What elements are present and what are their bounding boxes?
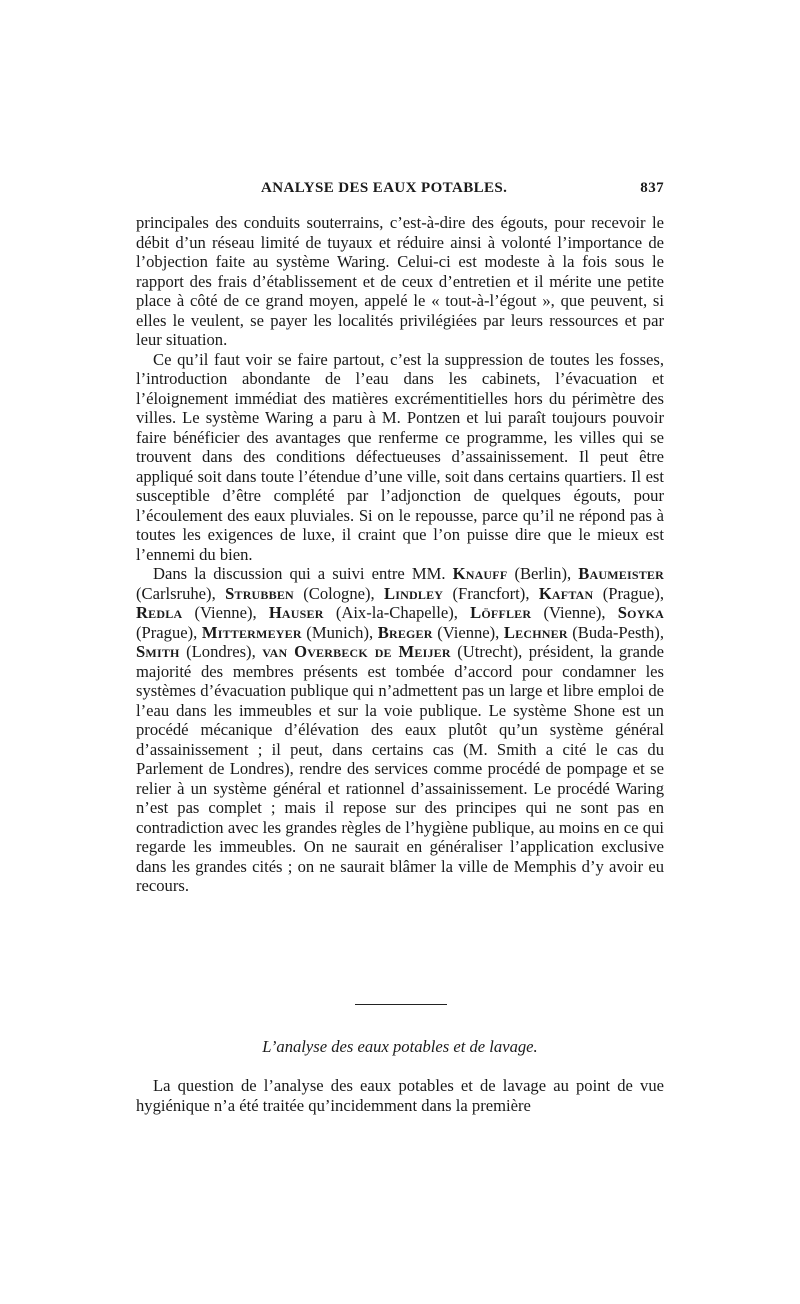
person-name: Strubben [225,583,294,603]
running-head [136,180,664,202]
p3-text: (Berlin), [514,564,572,583]
person-name: Hauser [268,603,324,622]
paragraph-3 [136,564,664,896]
paragraph-1: principales des conduits souterrains, c’est-à-dire des égouts, pour recevoir le débit d’un réseau limité de tuyaux et réduire ainsi à volonté l’importance de l’objection faite au système Waring. Celui-ci est modeste à la fois sous le rapport des frais d’établissement et de ceux d’entretien et il mérite une petite place à côté de ce grand moyen, appelé le « tout-à-l’égout », que peuvent, si elles le veulent, se payer les localités privilégiées par leurs ressources et par leur situation. [136,213,664,349]
p3-text: (Vienne), [543,603,606,622]
person-name: Mittermeyer [201,622,302,642]
person-name: Lindley [384,583,444,603]
running-title: ANALYSE DES EAUX POTABLES. [261,180,508,196]
p3-text: (Francfort), [452,583,530,603]
person-name: Soyka [617,603,664,622]
p3-text: (Buda-Pesth), [572,622,664,642]
p3-text: (Londres), [186,642,256,661]
p3-text: Dans la discussion qui a suivi entre MM. [153,564,446,583]
paragraph-2: Ce qu’il faut voir se faire partout, c’est la suppression de toutes les fosses, l’introduction abondante de l’eau dans les cabinets, l’évacuation et l’éloignement immédiat des matières excrémentitielles hors du périmètre des villes. Le système Waring a paru à M. Pontzen et lui paraît toujours pouvoir faire bénéficier des avantages que renferme ce programme, les villes qui se trouvent dans des conditions défectueuses d’assainissement. Il peut être appliqué soit dans toute l’étendue d’une ville, soit dans certains quartiers. Il est susceptible d’être complété par l’adjonction de quelques égouts, pour l’écoulement des eaux pluviales. Si on le repousse, parce qu’il ne répond pas à toutes les exigences de luxe, il craint que l’on puisse dire que le mieux est l’ennemi du bien. [136,349,664,564]
main-text [136,213,664,896]
person-name: Kaftan [538,583,594,603]
person-name: Breger [377,622,433,642]
p3-text: (Cologne), [303,583,375,603]
person-name: Redla [136,603,183,622]
p3-text: (Vienne), [437,622,500,642]
p3-text: (Vienne), [194,603,257,622]
person-name: Löffler [470,603,532,622]
p3-text: (Aix-la-Chapelle), [335,603,458,622]
p3-text: (Munich), [306,622,374,642]
person-name: Baumeister [578,564,664,583]
page-number: 837 [640,180,664,196]
person-name: van Overbeck de Meijer [262,642,451,661]
person-name: Knauff [452,564,508,583]
p3-text: (Prague), [136,622,198,642]
section-paragraph-1: La question de l’analyse des eaux potables et de lavage au point de vue hygiénique n’a été traitée qu’incidemment dans la première [136,1076,664,1115]
section-heading: L’analyse des eaux potables et de lavage. [262,1037,538,1056]
p3-text: (Utrecht), président, la grande majorité des membres présents est tombée d’accord pour condamner les systèmes d’évacuation publique qui n’admettent pas un large et libre emploi de l’eau dans les immeubles et sur la voie publique. Le système Shone est un procédé mécanique d’élévation des eaux plutôt qu’un système général d’assainissement ; il peut, dans certains cas (M. Smith a cité le cas du Parlement de Londres), rendre des services comme procédé de pompage et se relier à un système général et rationnel d’assainissement. Le procédé Waring n’est pas complet ; mais il repose sur des principes qui ne sont pas en contradiction avec les grandes règles de l’hygiène publique, au moins en ce qui regarde les immeubles. On ne saurait en généraliser l’application exclusive dans les grandes cités ; on ne saurait blâmer la ville de Memphis d’y avoir eu recours. [136,642,664,895]
person-name: Lechner [503,622,568,642]
person-name: Smith [136,642,180,661]
section-divider [355,1004,447,1005]
section-text [136,1076,664,1115]
p3-text: (Prague), [602,583,665,603]
p3-text: (Carlsruhe), [136,583,216,603]
